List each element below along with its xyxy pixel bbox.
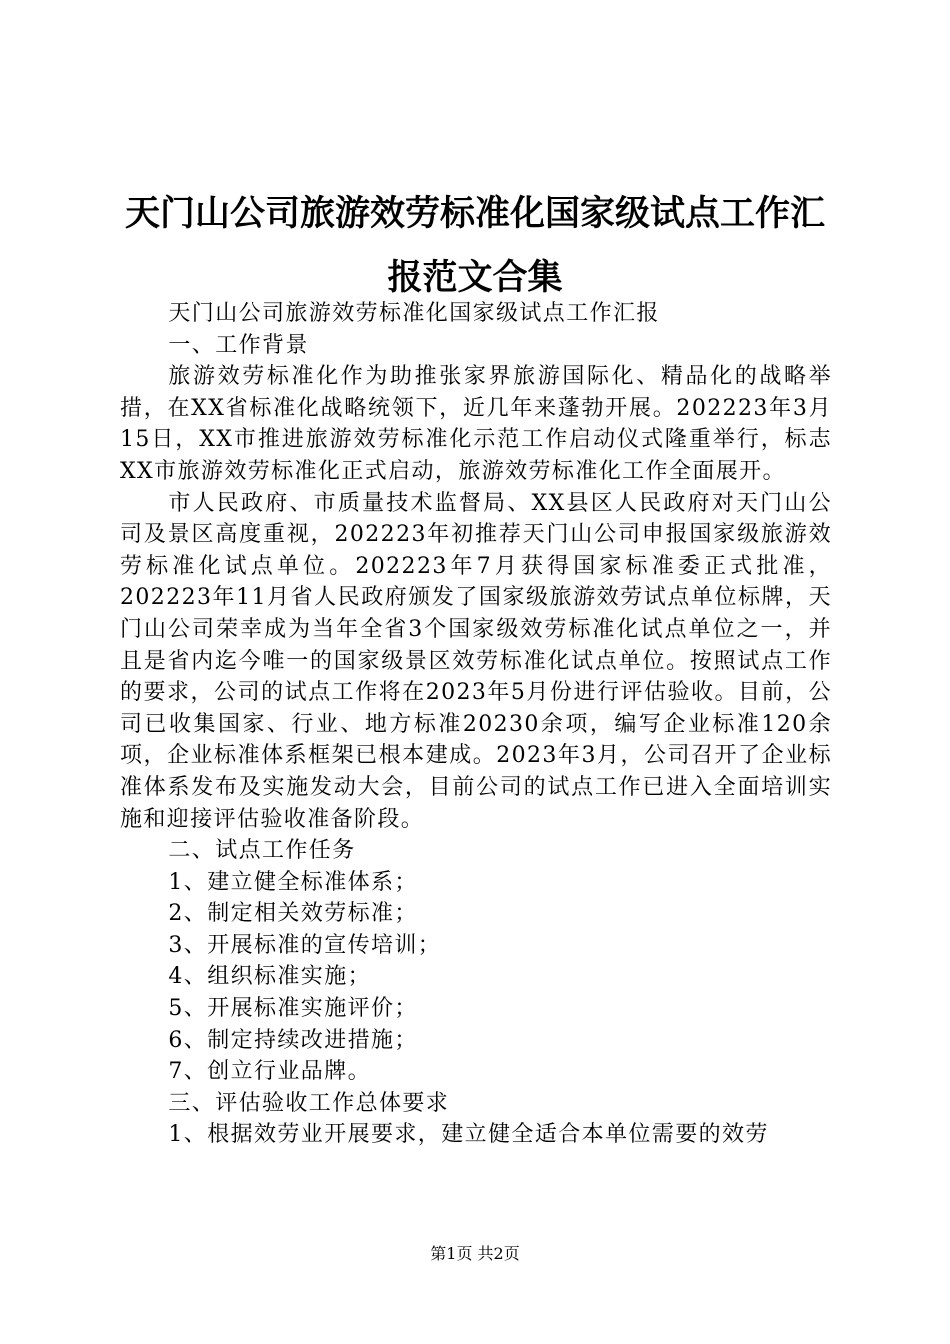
list-item: 4、组织标准实施； (168, 964, 371, 990)
list-item: 2、制定相关效劳标准； (168, 901, 418, 927)
list-item: 7、创立行业品牌。 (168, 1059, 371, 1085)
list-item: 3、开展标准的宣传培训； (168, 932, 442, 958)
section-heading-evaluation: 三、评估验收工作总体要求 (168, 1090, 450, 1116)
paragraph: 市人民政府、市质量技术监督局、XX县区人民政府对天门山公司及景区高度重视，202223年初推荐天门山公司申报国家级旅游效劳标准化试点单位。202223年7月获得国家标准委正式批准，202223年11月省人民政府颁发了国家级旅游效劳试点单位标牌，天门山公司荣幸成为当年全省3个国家级效劳标准化试点单位之一，并且是省内迄今唯一的国家级景区效劳标准化试点单位。按照试点工作的要求，公司的试点工作将在2023年5月份进行评估验收。目前，公司已收集国家、行业、地方标准20230余项，编写企业标准120余项，企业标准体系框架已根本建成。2023年3月，公司召开了企业标准体系发布及实施发动大会，目前公司的试点工作已进入全面培训实施和迎接评估验收准备阶段。 (120, 490, 832, 832)
list-item: 6、制定持续改进措施； (168, 1027, 418, 1053)
document-title: 天门山公司旅游效劳标准化国家级试点工作汇报范文合集 (124, 194, 825, 298)
page-footer: 第1页 共2页 (430, 1244, 520, 1263)
list-item: 1、根据效劳业开展要求，建立健全适合本单位需要的效劳 (168, 1122, 769, 1148)
section-heading-tasks: 二、试点工作任务 (168, 838, 356, 864)
paragraph: 旅游效劳标准化作为助推张家界旅游国际化、精品化的战略举措，在XX省标准化战略统领下，近几年来蓬勃开展。202223年3月15日，XX市推进旅游效劳标准化示范工作启动仪式隆重举行，标志XX市旅游效劳标准化正式启动，旅游效劳标准化工作全面展开。 (120, 364, 832, 484)
section-heading-background: 一、工作背景 (168, 332, 309, 358)
list-item: 5、开展标准实施评价； (168, 996, 418, 1022)
list-item: 1、建立健全标准体系； (168, 869, 418, 895)
document-body (120, 298, 832, 1151)
document-subtitle: 天门山公司旅游效劳标准化国家级试点工作汇报 (168, 301, 660, 326)
